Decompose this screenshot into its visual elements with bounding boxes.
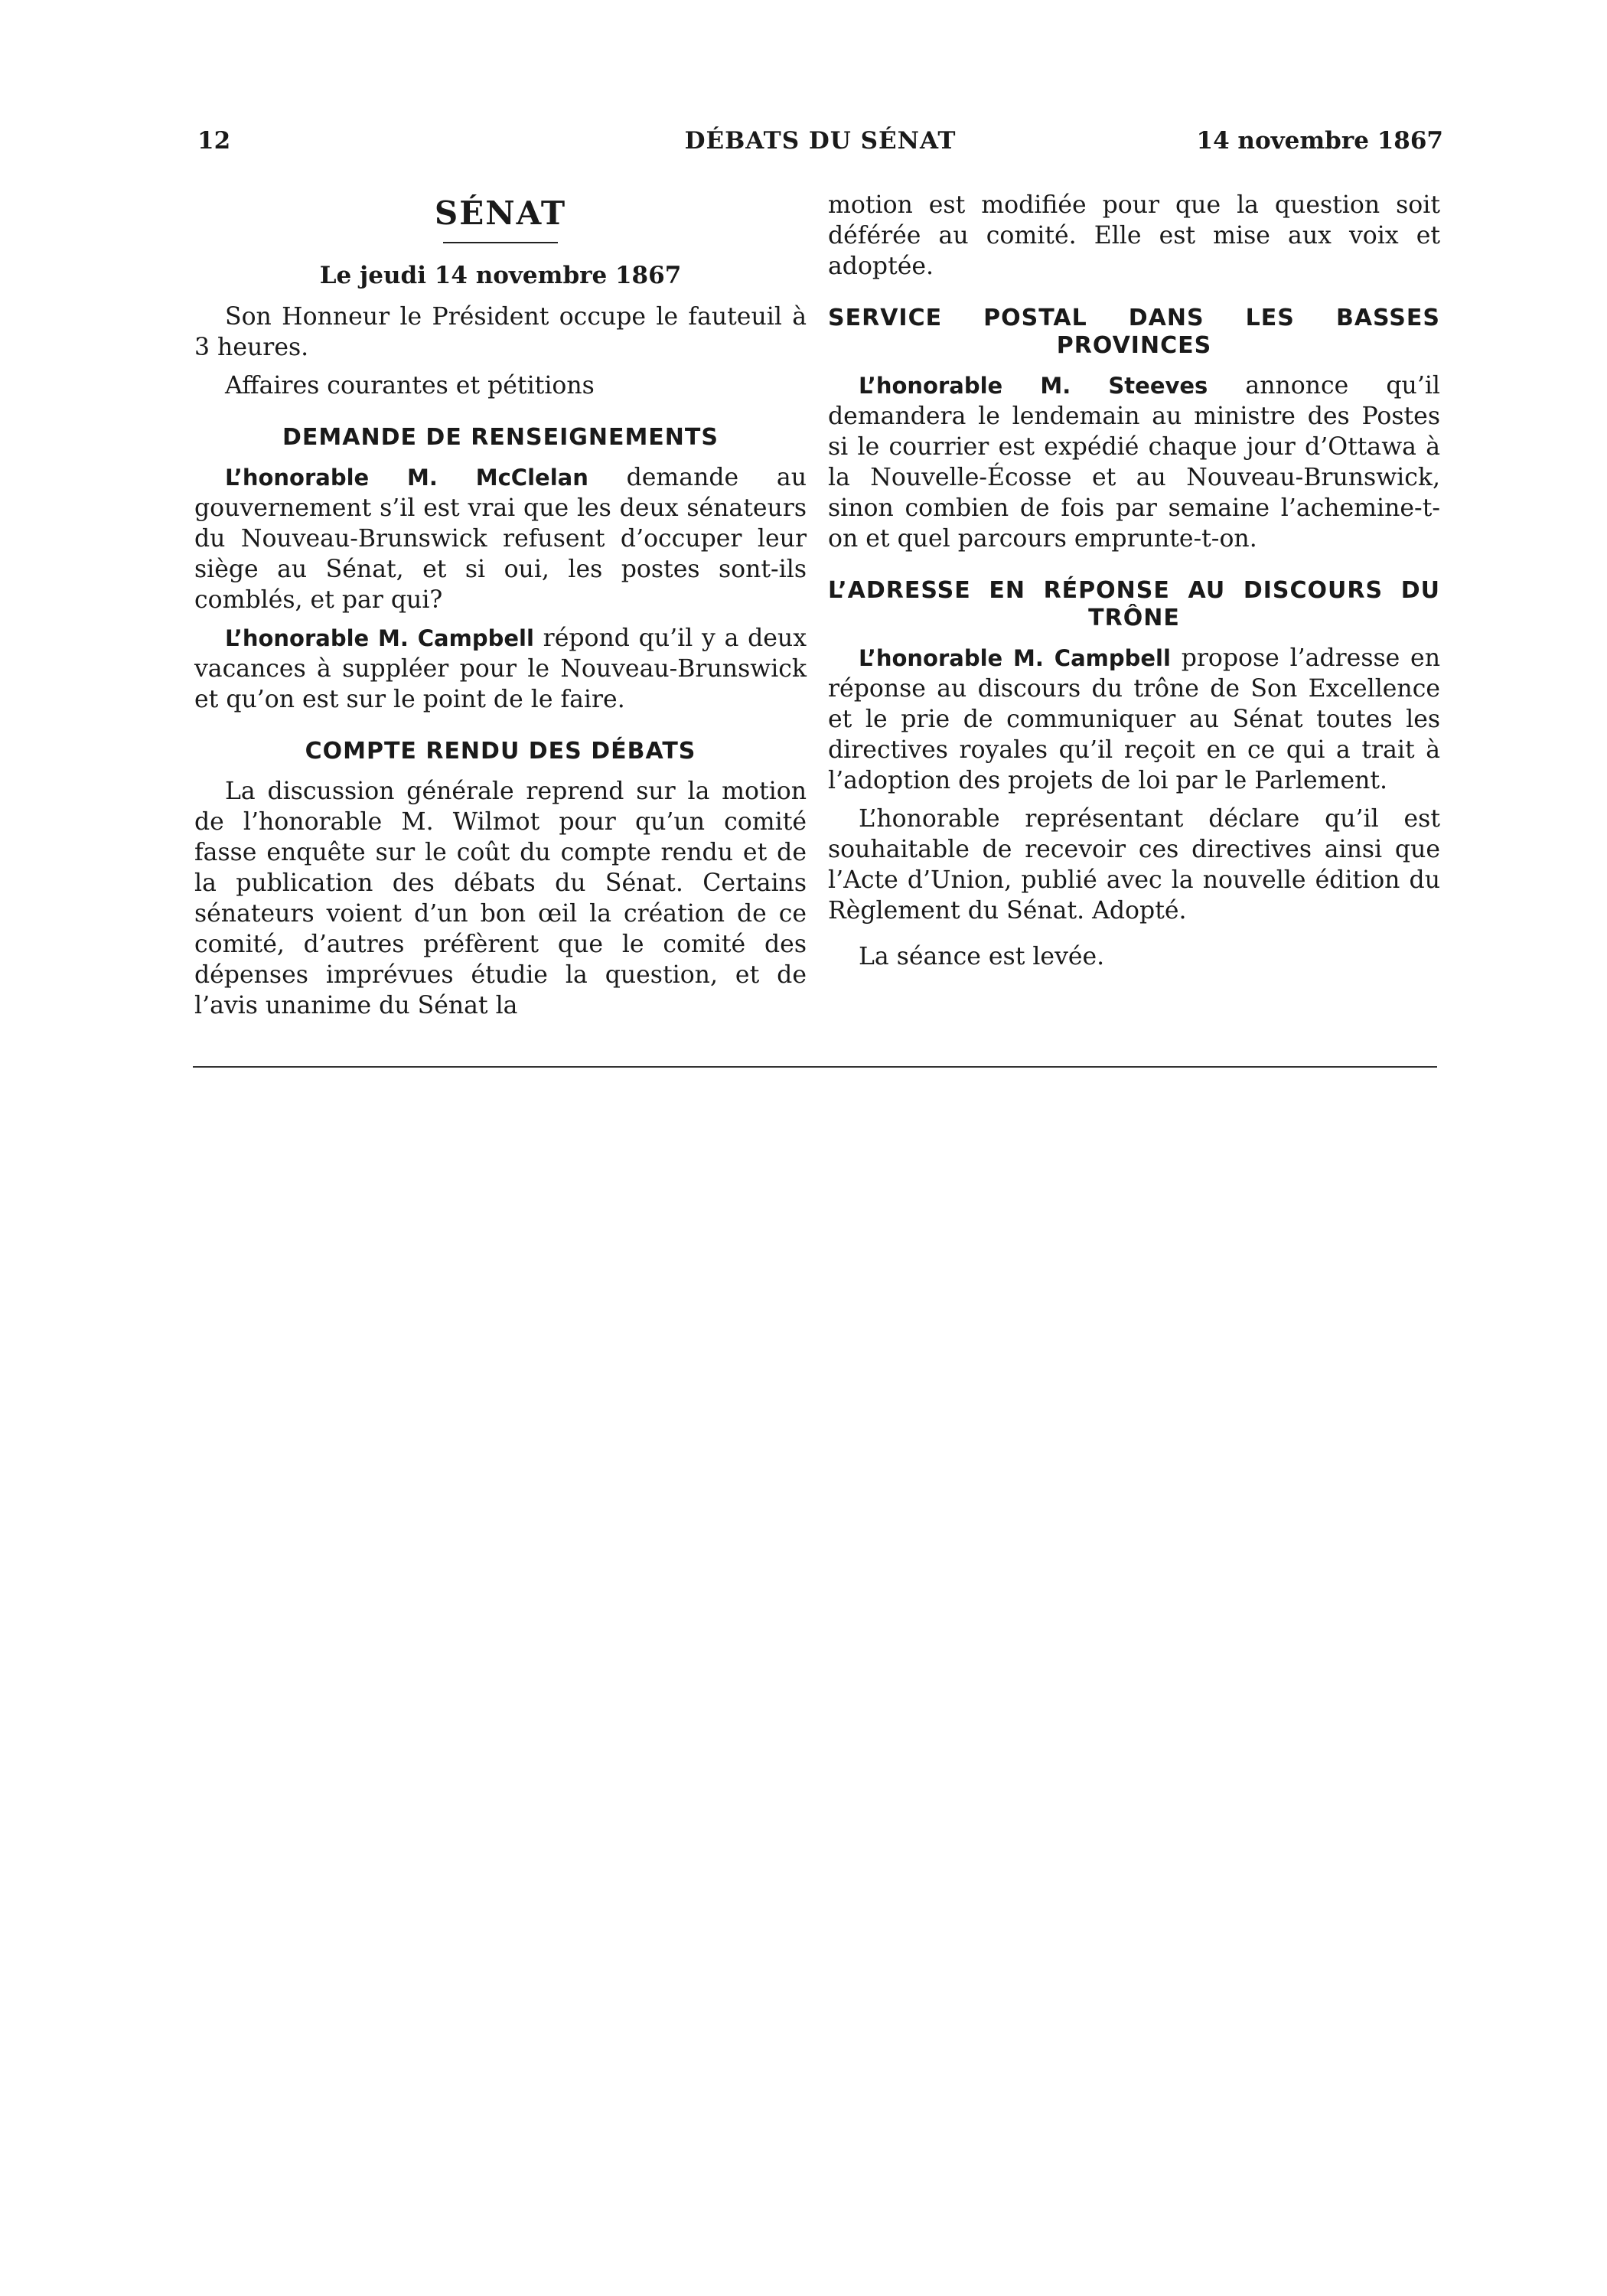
speaker-steeves: L’honorable M. Steeves <box>859 373 1208 399</box>
page-number: 12 <box>197 127 231 155</box>
speaker-mcclelan: L’honorable M. McClelan <box>225 465 588 491</box>
campbell-motion-text: propose l’adresse en réponse au discours du trône de Son Excellence et le prie de communiquer au Sénat toutes les directives royales qu’il reçoit en ce qui a trait à l’adoption des projets de loi par le Parlement. <box>828 644 1440 794</box>
steeves-paragraph <box>828 370 1440 554</box>
right-column <box>828 190 1440 972</box>
publication-title: DÉBATS DU SÉNAT <box>684 127 957 155</box>
adjournment-paragraph: La séance est levée. <box>859 943 1105 970</box>
speaker-campbell-2: L’honorable M. Campbell <box>859 645 1171 671</box>
continued-paragraph: motion est modifiée pour que la question soit déférée au comité. Elle est mise aux voix et adoptée. <box>828 191 1440 280</box>
mcclelan-text: demande au gouvernement s’il est vrai que les deux sénateurs du Nouveau-Brunswick refusent d’occuper leur siège au Sénat, et si oui, les postes sont-ils comblés, et par qui? <box>194 464 807 614</box>
running-header <box>197 127 1443 161</box>
end-rule <box>193 1066 1437 1068</box>
campbell-motion-paragraph <box>828 643 1440 796</box>
title-rule <box>443 242 558 243</box>
routine-business: Affaires courantes et pétitions <box>225 372 595 400</box>
compte-rendu-paragraph: La discussion générale reprend sur la motion de l’honorable M. Wilmot pour qu’un comité fasse enquête sur le coût du compte rendu et de la publication des débats du Sénat. Certains sénateurs voient d’un bon œil la création de ce comité, d’autres préfèrent que le comité des dépenses imprévues étudie la question, et de l’avis unanime du Sénat la <box>194 778 807 1019</box>
left-column <box>194 190 807 1021</box>
opening-paragraph: Son Honneur le Président occupe le fauteuil à 3 heures. <box>194 303 807 361</box>
heading-demande-renseignements: DEMANDE DE RENSEIGNEMENTS <box>282 424 719 451</box>
senat-heading: SÉNAT <box>434 194 567 232</box>
heading-adresse-discours: L’ADRESSE EN RÉPONSE AU DISCOURS DU TRÔNE <box>828 577 1440 631</box>
representant-paragraph: L’honorable représentant déclare qu’il est souhaitable de recevoir ces directives ainsi que l’Acte d’Union, publié avec la nouvelle édition du Règlement du Sénat. Adopté. <box>828 805 1440 925</box>
sitting-date: Le jeudi 14 novembre 1867 <box>319 262 682 289</box>
heading-service-postal: SERVICE POSTAL DANS LES BASSES PROVINCES <box>828 305 1440 359</box>
speaker-campbell: L’honorable M. Campbell <box>225 625 534 651</box>
mcclelan-paragraph <box>194 462 807 615</box>
header-date: 14 novembre 1867 <box>1196 127 1443 155</box>
campbell-reply-paragraph <box>194 623 807 715</box>
campbell-reply-text: répond qu’il y a deux vacances à suppléer pour le Nouveau-Brunswick et qu’on est sur le point de le faire. <box>194 625 807 713</box>
steeves-text: annonce qu’il demandera le lendemain au ministre des Postes si le courrier est expédié chaque jour d’Ottawa à la Nouvelle-Écosse et au Nouveau-Brunswick, sinon combien de fois par semaine l’achemine-t-on et quel parcours emprunte-t-on. <box>828 372 1440 553</box>
heading-compte-rendu: COMPTE RENDU DES DÉBATS <box>305 738 696 765</box>
